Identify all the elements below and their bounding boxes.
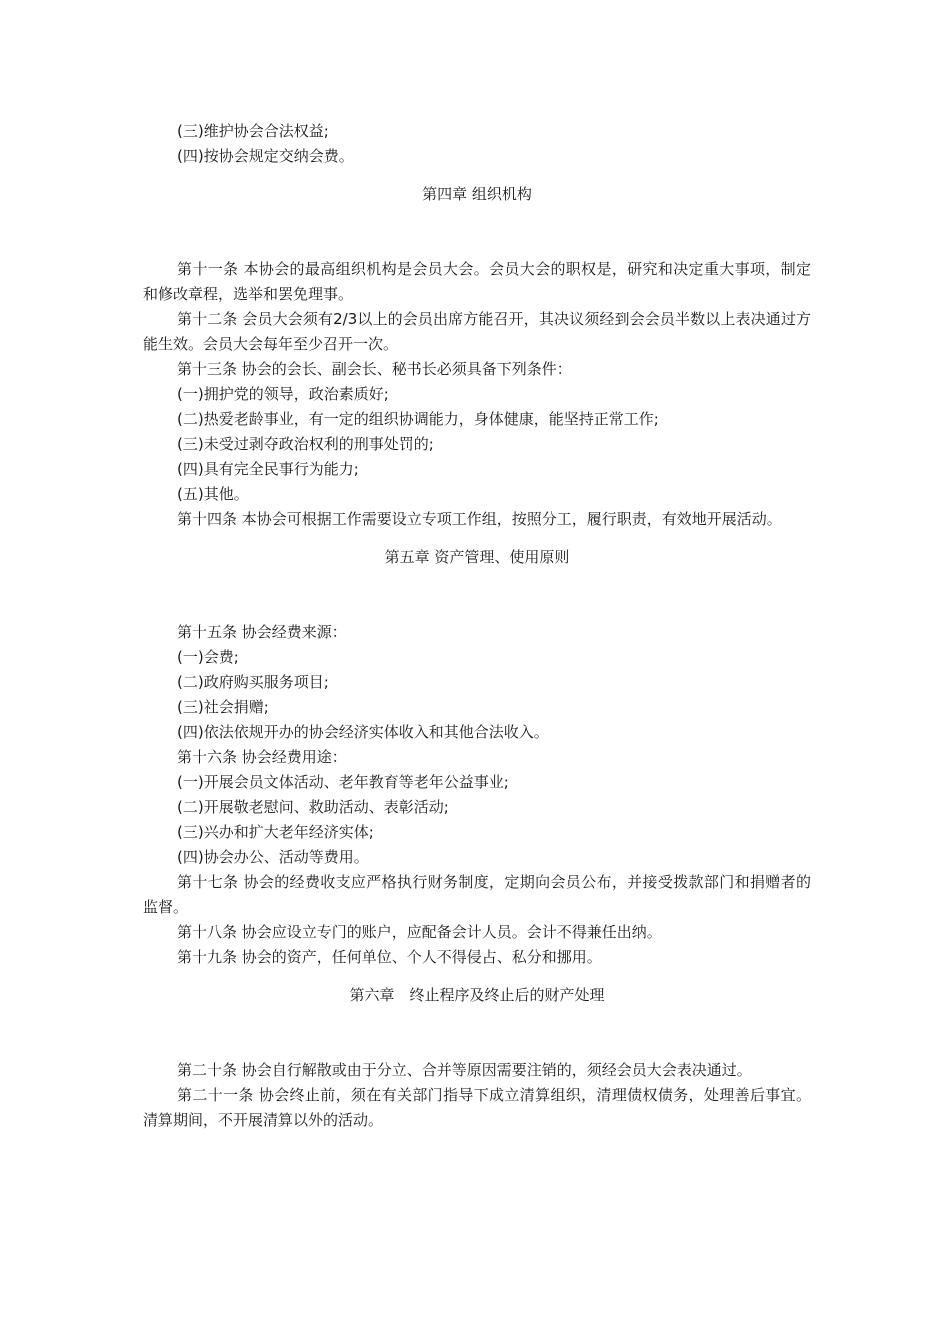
article-13: 第十三条 协会的会长、副会长、秘书长必须具备下列条件：: [177, 360, 572, 378]
list-item: (四)具有完全民事行为能力;: [177, 460, 359, 478]
document-page: [143, 119, 811, 1133]
list-item: (一)会费;: [177, 648, 239, 666]
chapter-heading-5: 第五章 资产管理、使用原则: [384, 548, 570, 566]
list-item: (一)拥护党的领导，政治素质好;: [177, 385, 389, 403]
list-item: (三)兴办和扩大老年经济实体;: [177, 823, 374, 841]
list-item: (四)依法依规开办的协会经济实体收入和其他合法收入。: [177, 723, 549, 741]
article-20: 第二十条 协会自行解散或由于分立、合并等原因需要注销的，须经会员大会表决通过。: [177, 1061, 752, 1079]
list-item: (五)其他。: [177, 485, 249, 503]
article-17: 第十七条 协会的经费收支应严格执行财务制度，定期向会员公布，并接受拨款部门和捐赠者的监督。: [143, 873, 811, 916]
article-15: 第十五条 协会经费来源：: [177, 623, 347, 641]
article-14: 第十四条 本协会可根据工作需要设立专项工作组，按照分工，履行职责，有效地开展活动。: [177, 510, 782, 528]
list-item: (二)开展敬老慰问、救助活动、表彰活动;: [177, 798, 449, 816]
list-item: (四)协会办公、活动等费用。: [177, 848, 369, 866]
chapter-heading-4: 第四章 组织机构: [422, 185, 532, 203]
list-item: (一)开展会员文体活动、老年教育等老年公益事业;: [177, 773, 509, 791]
list-item: (二)政府购买服务项目;: [177, 673, 329, 691]
article-21: 第二十一条 协会终止前，须在有关部门指导下成立清算组织，清理债权债务，处理善后事宜。清算期间，不开展清算以外的活动。: [143, 1086, 811, 1129]
list-item: (三)社会捐赠;: [177, 698, 269, 716]
article-11: 第十一条 本协会的最高组织机构是会员大会。会员大会的职权是，研究和决定重大事项，制定和修改章程，选举和罢免理事。: [143, 260, 811, 303]
list-item: (四)按协会规定交纳会费。: [177, 147, 354, 165]
list-item: (三)维护协会合法权益;: [177, 122, 329, 140]
article-18: 第十八条 协会应设立专门的账户，应配备会计人员。会计不得兼任出纳。: [177, 923, 662, 941]
article-19: 第十九条 协会的资产，任何单位、个人不得侵占、私分和挪用。: [177, 948, 602, 966]
chapter-heading-6: 第六章 终止程序及终止后的财产处理: [349, 986, 605, 1004]
list-item: (三)未受过剥夺政治权利的刑事处罚的;: [177, 435, 434, 453]
list-item: (二)热爱老龄事业，有一定的组织协调能力，身体健康，能坚持正常工作;: [177, 410, 659, 428]
article-16: 第十六条 协会经费用途：: [177, 748, 347, 766]
article-12: 第十二条 会员大会须有2/3以上的会员出席方能召开，其决议须经到会会员半数以上表决通过方能生效。会员大会每年至少召开一次。: [143, 310, 811, 353]
